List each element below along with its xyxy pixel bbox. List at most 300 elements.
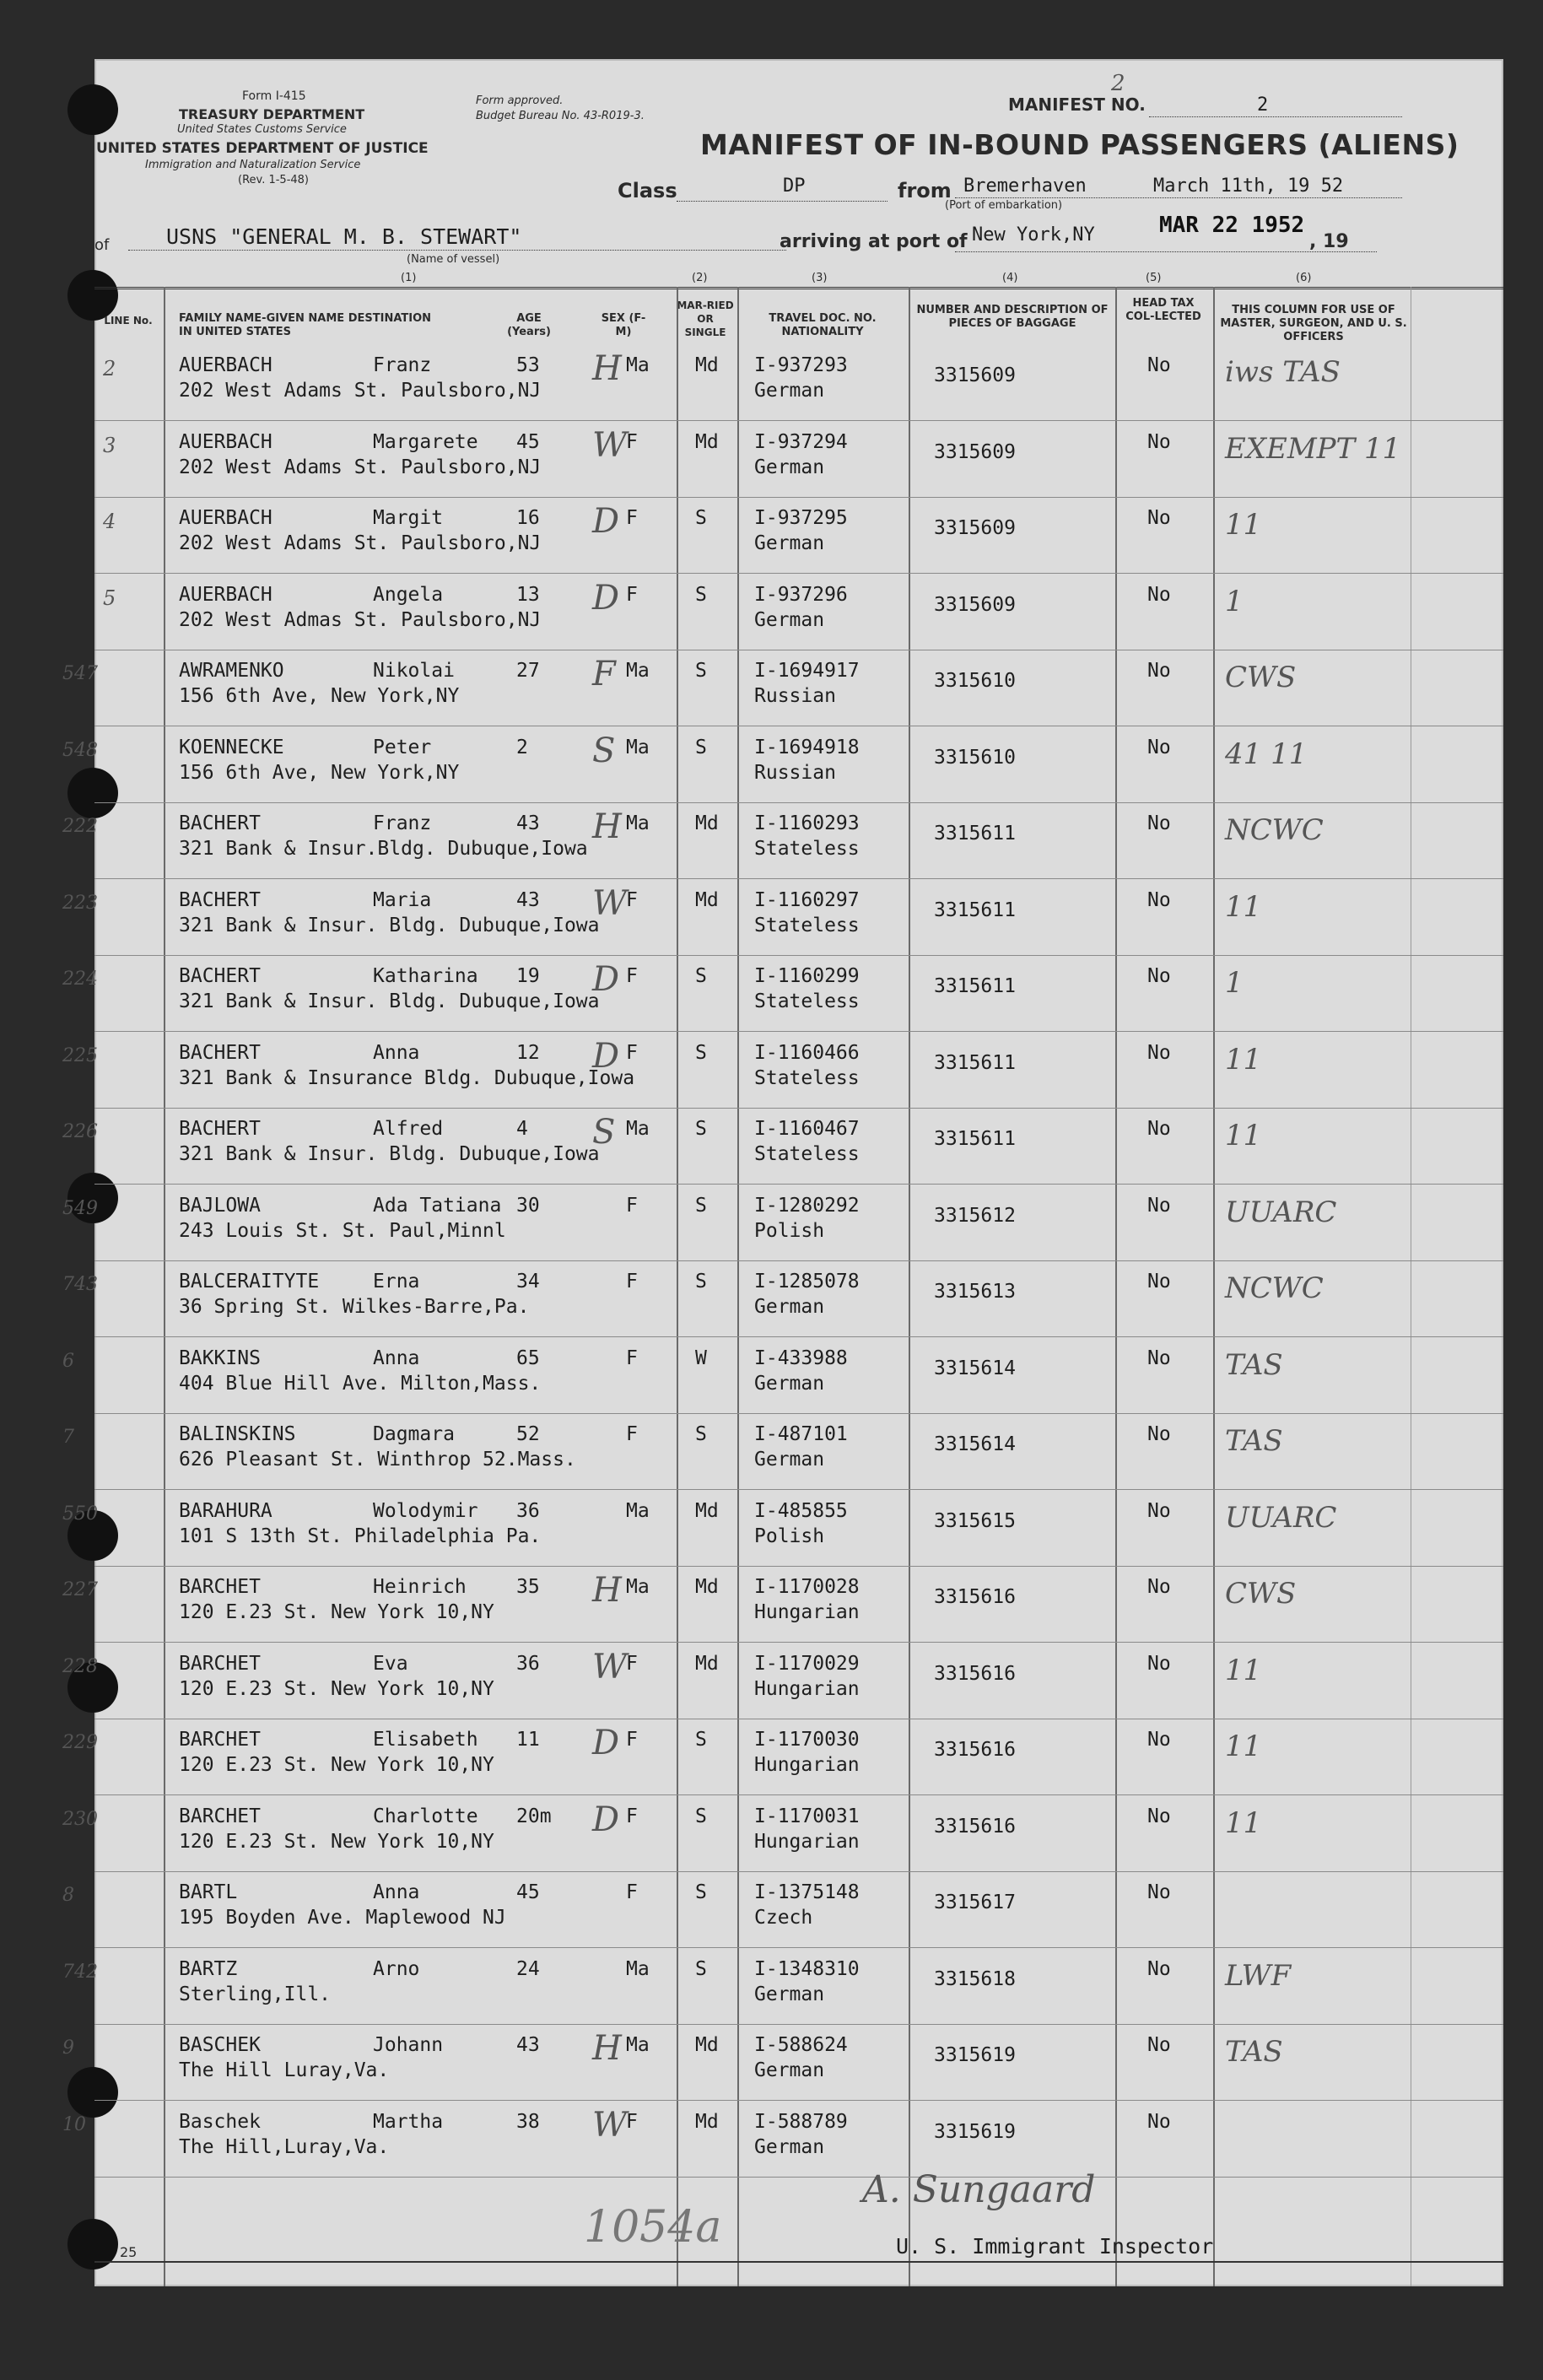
nationality: German: [754, 608, 825, 631]
table-row: [62, 2101, 1503, 2178]
travel-doc: I-1170029: [754, 1652, 860, 1675]
table-row: [62, 1566, 1503, 1643]
baggage-number: 3315616: [934, 1815, 1016, 1838]
baggage-number: 3315614: [934, 1433, 1016, 1455]
marital-status: S: [695, 1729, 707, 1751]
age: 43: [516, 2034, 540, 2056]
col-num-6: (6): [1296, 272, 1312, 284]
travel-doc: I-1170030: [754, 1729, 860, 1751]
travel-doc: I-937296: [754, 583, 848, 606]
handwritten-sex: W: [592, 883, 628, 923]
nationality: German: [754, 380, 825, 402]
document-title: MANIFEST OF IN-BOUND PASSENGERS (ALIENS): [700, 128, 1459, 161]
travel-doc: I-588624: [754, 2034, 848, 2056]
destination: 243 Louis St. St. Paul,Minnl: [179, 1219, 506, 1242]
marital-status: Md: [695, 2110, 719, 2133]
baggage-number: 3315611: [934, 1051, 1016, 1074]
destination: 202 West Adams St. Paulsboro,NJ: [179, 380, 542, 402]
given-name: Nikolai: [373, 660, 455, 682]
table-row: [94, 421, 1503, 498]
destination: 321 Bank & Insur. Bldg. Dubuque,Iowa: [179, 990, 600, 1012]
head-tax: No: [1147, 736, 1171, 758]
baggage-number: 3315611: [934, 975, 1016, 997]
hdr-officers: THIS COLUMN FOR USE OF MASTER, SURGEON, AND U. S. OFFICERS: [1220, 304, 1407, 343]
punch-hole: [67, 270, 118, 321]
family-name: AUERBACH: [179, 507, 272, 529]
family-name: BARTL: [179, 1881, 238, 1903]
given-name: Alfred: [373, 1118, 444, 1140]
destination: 321 Bank & Insurance Bldg. Dubuque,Iowa: [179, 1066, 635, 1089]
officer-note: EXEMPT 11: [1225, 431, 1401, 466]
table-row: [94, 497, 1503, 574]
travel-doc: I-1160293: [754, 812, 860, 834]
marital-status: Md: [695, 812, 719, 834]
nationality: German: [754, 1296, 825, 1318]
table-row: [62, 1185, 1503, 1261]
age: 36: [516, 1652, 540, 1675]
family-name: BARCHET: [179, 1576, 261, 1598]
line-number: 4: [103, 510, 116, 533]
nationality: Czech: [754, 1907, 813, 1929]
sex: F: [626, 1347, 638, 1369]
age: 16: [516, 507, 540, 529]
baggage-number: 3315609: [934, 364, 1016, 386]
given-name: Erna: [373, 1271, 420, 1293]
sex: F: [626, 1194, 638, 1217]
marital-status: W: [695, 1347, 707, 1369]
justice-dept: UNITED STATES DEPARTMENT OF JUSTICE: [96, 140, 429, 157]
destination: 120 E.23 St. New York 10,NY: [179, 1601, 494, 1623]
nationality: German: [754, 2135, 825, 2158]
family-name: BACHERT: [179, 888, 261, 911]
baggage-number: 3315619: [934, 2044, 1016, 2066]
handwritten-sex: D: [592, 1036, 620, 1076]
table-row: [62, 1795, 1503, 1872]
officer-note: 11: [1225, 508, 1262, 542]
travel-doc: I-1170031: [754, 1805, 860, 1827]
sex: F: [626, 1271, 638, 1293]
margin-number: 10: [62, 2113, 86, 2135]
nationality: Polish: [754, 1525, 825, 1547]
table-row: [62, 1337, 1503, 1414]
officer-note: 11: [1225, 1805, 1262, 1840]
baggage-number: 3315618: [934, 1967, 1016, 1990]
travel-doc: I-1160466: [754, 1041, 860, 1064]
nationality: German: [754, 2059, 825, 2081]
marital-status: S: [695, 660, 707, 682]
age: 12: [516, 1041, 540, 1064]
ins-service: Immigration and Naturalization Service: [145, 159, 361, 171]
given-name: Charlotte: [373, 1805, 478, 1827]
handwritten-sex: D: [592, 1724, 620, 1762]
from-value: Bremerhaven: [963, 175, 1087, 197]
arriving-label: arriving at port of: [780, 231, 968, 252]
handwritten-sex: D: [592, 502, 620, 541]
header-top-rule: [94, 287, 1503, 289]
sex: F: [626, 1652, 638, 1675]
form-number: Form I-415: [242, 89, 306, 103]
travel-doc: I-1160467: [754, 1118, 860, 1140]
head-tax: No: [1147, 1729, 1171, 1751]
handwritten-sex: H: [592, 1571, 622, 1610]
officer-note: 11: [1225, 1653, 1262, 1687]
inspector-title: U. S. Immigrant Inspector: [896, 2234, 1214, 2259]
travel-doc: I-1285078: [754, 1271, 860, 1293]
margin-number: 9: [62, 2037, 74, 2059]
col-num-3: (3): [812, 272, 828, 284]
given-name: Maria: [373, 888, 432, 911]
margin-number: 743: [62, 1274, 98, 1295]
class-value: DP: [783, 175, 806, 197]
port-embark-label: (Port of embarkation): [945, 199, 1063, 212]
col-num-4: (4): [1002, 272, 1018, 284]
sex: F: [626, 1729, 638, 1751]
destination: 120 E.23 St. New York 10,NY: [179, 1830, 494, 1853]
given-name: Arno: [373, 1957, 420, 1980]
head-tax: No: [1147, 2034, 1171, 2056]
family-name: BALCERAITYTE: [179, 1271, 320, 1293]
margin-number: 548: [62, 739, 98, 761]
marital-status: Md: [695, 1499, 719, 1522]
officer-note: TAS: [1225, 1347, 1283, 1382]
age: 43: [516, 812, 540, 834]
travel-doc: I-1694918: [754, 736, 860, 758]
table-row: [62, 2024, 1503, 2101]
head-tax: No: [1147, 507, 1171, 529]
vessel-line: [128, 250, 786, 251]
marital-status: S: [695, 736, 707, 758]
head-tax: No: [1147, 430, 1171, 453]
age: 35: [516, 1576, 540, 1598]
destination: 36 Spring St. Wilkes-Barre,Pa.: [179, 1296, 530, 1318]
age: 43: [516, 888, 540, 911]
handwritten-sex: W: [592, 1647, 628, 1687]
age: 11: [516, 1729, 540, 1751]
table-row: [62, 1871, 1503, 1948]
form-approved: Form approved.: [476, 94, 564, 107]
family-name: BACHERT: [179, 1118, 261, 1140]
page-number: 2: [1111, 71, 1125, 96]
destination: 321 Bank & Insur.Bldg. Dubuque,Iowa: [179, 838, 588, 860]
marital-status: Md: [695, 1576, 719, 1598]
destination: 120 E.23 St. New York 10,NY: [179, 1677, 494, 1700]
customs-service: United States Customs Service: [177, 123, 347, 136]
family-name: BAKKINS: [179, 1347, 261, 1369]
marital-status: S: [695, 583, 707, 606]
officer-note: NCWC: [1225, 813, 1324, 847]
family-name: BARCHET: [179, 1652, 261, 1675]
handwritten-sex: H: [592, 807, 622, 846]
nationality: Hungarian: [754, 1830, 860, 1853]
handwritten-sex: W: [592, 425, 628, 465]
destination: 156 6th Ave, New York,NY: [179, 685, 460, 707]
officer-note: UUARC: [1225, 1195, 1337, 1229]
marital-status: S: [695, 965, 707, 987]
arriving-port: New York,NY: [972, 224, 1095, 246]
baggage-number: 3315616: [934, 1662, 1016, 1685]
nationality: Hungarian: [754, 1601, 860, 1623]
destination: 202 West Admas St. Paulsboro,NJ: [179, 608, 542, 631]
given-name: Franz: [373, 812, 432, 834]
baggage-number: 3315614: [934, 1357, 1016, 1379]
hdr-sex: SEX (F-M): [601, 312, 646, 338]
baggage-number: 3315610: [934, 670, 1016, 692]
date-value: March 11th, 19 52: [1153, 175, 1344, 197]
officer-note: TAS: [1225, 1424, 1283, 1458]
table-row: [62, 1719, 1503, 1795]
officer-note: TAS: [1225, 2035, 1283, 2069]
marital-status: Md: [695, 888, 719, 911]
travel-doc: I-1170028: [754, 1576, 860, 1598]
baggage-number: 3315609: [934, 440, 1016, 463]
officer-note: 41 11: [1225, 737, 1308, 771]
family-name: BACHERT: [179, 1041, 261, 1064]
head-tax: No: [1147, 1118, 1171, 1140]
hdr-married: MAR-RIED OR SINGLE: [677, 300, 734, 338]
treasury-dept: TREASURY DEPARTMENT: [179, 106, 365, 122]
given-name: Anna: [373, 1041, 420, 1064]
head-tax: No: [1147, 888, 1171, 911]
given-name: Margarete: [373, 430, 478, 453]
baggage-number: 3315609: [934, 517, 1016, 539]
hdr-name: FAMILY NAME-GIVEN NAME DESTINATION IN UNITED STATES: [179, 312, 432, 338]
marital-status: Md: [695, 1652, 719, 1675]
head-tax: No: [1147, 1576, 1171, 1598]
officer-note: iws TAS: [1225, 355, 1341, 389]
family-name: AUERBACH: [179, 583, 272, 606]
family-name: Baschek: [179, 2110, 261, 2133]
marital-status: S: [695, 1271, 707, 1293]
sex: F: [626, 430, 638, 453]
family-name: AUERBACH: [179, 430, 272, 453]
margin-number: 7: [62, 1427, 74, 1448]
hdr-travel: TRAVEL DOC. NO. NATIONALITY: [769, 312, 877, 338]
table-row: [62, 1490, 1503, 1567]
date-line: [955, 197, 1402, 198]
marital-status: Md: [695, 354, 719, 376]
travel-doc: I-1160299: [754, 965, 860, 987]
destination: The Hill,Luray,Va.: [179, 2135, 390, 2158]
destination: 321 Bank & Insur. Bldg. Dubuque,Iowa: [179, 1143, 600, 1165]
sex: Ma: [626, 1957, 650, 1980]
sex: F: [626, 1041, 638, 1064]
class-line: [677, 201, 887, 202]
baggage-number: 3315616: [934, 1739, 1016, 1761]
baggage-number: 3315609: [934, 593, 1016, 616]
officer-note: LWF: [1225, 1958, 1292, 1993]
hdr-line: LINE No.: [104, 315, 153, 327]
handwritten-sex: W: [592, 2105, 628, 2145]
officer-note: 1: [1225, 584, 1244, 618]
travel-doc: I-487101: [754, 1423, 848, 1445]
age: 19: [516, 965, 540, 987]
family-name: BARAHURA: [179, 1499, 272, 1522]
margin-number: 742: [62, 1961, 98, 1983]
family-name: KOENNECKE: [179, 736, 284, 758]
handwritten-sex: S: [592, 731, 616, 770]
marital-status: Md: [695, 2034, 719, 2056]
travel-doc: I-1348310: [754, 1957, 860, 1980]
nationality: Hungarian: [754, 1677, 860, 1700]
head-tax: No: [1147, 1194, 1171, 1217]
marital-status: S: [695, 1118, 707, 1140]
baggage-number: 3315617: [934, 1892, 1016, 1913]
travel-doc: I-937295: [754, 507, 848, 529]
baggage-number: 3315616: [934, 1586, 1016, 1608]
destination: Sterling,Ill.: [179, 1983, 332, 2005]
given-name: Eva: [373, 1652, 408, 1675]
age: 20m: [516, 1805, 552, 1827]
family-name: BASCHEK: [179, 2034, 261, 2056]
destination: The Hill Luray,Va.: [179, 2059, 390, 2081]
age: 45: [516, 430, 540, 453]
destination: 101 S 13th St. Philadelphia Pa.: [179, 1525, 542, 1547]
head-tax: No: [1147, 1957, 1171, 1980]
family-name: BARCHET: [179, 1805, 261, 1827]
table-row: [94, 574, 1503, 650]
given-name: Anna: [373, 1347, 420, 1369]
travel-doc: I-1280292: [754, 1194, 860, 1217]
age: 65: [516, 1347, 540, 1369]
marital-status: Md: [695, 430, 719, 453]
family-name: AWRAMENKO: [179, 660, 284, 682]
age: 2: [516, 736, 528, 758]
sex: Ma: [626, 1576, 650, 1598]
margin-number: 550: [62, 1503, 98, 1525]
margin-number: 549: [62, 1197, 98, 1219]
given-name: Ada Tatiana: [373, 1194, 502, 1217]
vessel-name: USNS "GENERAL M. B. STEWART": [166, 224, 522, 249]
head-tax: No: [1147, 1499, 1171, 1522]
nationality: German: [754, 1449, 825, 1471]
handwritten-sex: H: [592, 349, 622, 388]
nationality: Stateless: [754, 990, 860, 1012]
sex: F: [626, 2110, 638, 2133]
family-name: BACHERT: [179, 965, 261, 987]
baggage-number: 3315612: [934, 1204, 1016, 1227]
nationality: Polish: [754, 1219, 825, 1242]
marital-status: S: [695, 1041, 707, 1064]
family-name: AUERBACH: [179, 354, 272, 376]
travel-doc: I-937294: [754, 430, 848, 453]
head-tax: No: [1147, 965, 1171, 987]
vessel-prefix: of: [94, 236, 110, 254]
travel-doc: I-485855: [754, 1499, 848, 1522]
margin-number: 222: [62, 816, 98, 837]
sex: F: [626, 1805, 638, 1827]
budget-bureau: Budget Bureau No. 43-R019-3.: [476, 110, 645, 122]
age: 27: [516, 660, 540, 682]
line-number: 3: [103, 433, 116, 457]
margin-number: 547: [62, 663, 98, 684]
destination: 202 West Adams St. Paulsboro,NJ: [179, 456, 542, 478]
line-number: 2: [103, 357, 116, 380]
sex: F: [626, 583, 638, 606]
given-name: Heinrich: [373, 1576, 467, 1598]
marital-status: S: [695, 507, 707, 529]
baggage-number: 3315611: [934, 899, 1016, 921]
baggage-number: 3315611: [934, 823, 1016, 845]
nationality: Hungarian: [754, 1754, 860, 1776]
officer-note: 11: [1225, 1119, 1262, 1152]
manifest-no-label: MANIFEST NO.: [1008, 94, 1146, 115]
head-tax: No: [1147, 1347, 1171, 1369]
head-tax: No: [1147, 1881, 1171, 1903]
margin-number: 230: [62, 1808, 98, 1830]
margin-number: 229: [62, 1732, 98, 1753]
given-name: Peter: [373, 736, 432, 758]
sex: F: [626, 1423, 638, 1445]
sex: Ma: [626, 1499, 650, 1522]
marital-status: S: [695, 1957, 707, 1980]
travel-doc: I-1160297: [754, 888, 860, 911]
col-num-5: (5): [1146, 272, 1162, 284]
revision: (Rev. 1-5-48): [238, 174, 310, 186]
head-tax: No: [1147, 1271, 1171, 1293]
head-tax: No: [1147, 583, 1171, 606]
head-tax: No: [1147, 812, 1171, 834]
manifest-no-value: 2: [1257, 94, 1269, 116]
table-row: [62, 1108, 1503, 1185]
sex: Ma: [626, 660, 650, 682]
table-row: [94, 344, 1503, 421]
destination: 202 West Adams St. Paulsboro,NJ: [179, 532, 542, 554]
handwritten-sex: H: [592, 2029, 622, 2068]
officer-note: 11: [1225, 1730, 1262, 1763]
vessel-label: (Name of vessel): [407, 253, 500, 266]
head-tax: No: [1147, 354, 1171, 376]
age: 13: [516, 583, 540, 606]
officer-note: 11: [1225, 1042, 1262, 1077]
handwritten-sex: D: [592, 578, 620, 618]
table-row: [62, 650, 1503, 726]
line-25: 25: [120, 2244, 138, 2260]
given-name: Franz: [373, 354, 432, 376]
inspector-signature: A. Sungaard: [862, 2168, 1096, 2211]
hdr-headtax: HEAD TAX COL-LECTED: [1125, 297, 1201, 323]
sex: Ma: [626, 354, 650, 376]
age: 36: [516, 1499, 540, 1522]
handwritten-number: 1054a: [584, 2202, 722, 2253]
travel-doc: I-1375148: [754, 1881, 860, 1903]
given-name: Margit: [373, 507, 444, 529]
head-tax: No: [1147, 660, 1171, 682]
table-row: [62, 1413, 1503, 1490]
given-name: Johann: [373, 2034, 444, 2056]
table-row: [62, 726, 1503, 803]
officer-note: NCWC: [1225, 1271, 1324, 1305]
table-row: [62, 802, 1503, 879]
marital-status: S: [695, 1194, 707, 1217]
sex: Ma: [626, 736, 650, 758]
officer-note: 1: [1225, 966, 1244, 1000]
age: 52: [516, 1423, 540, 1445]
sex: F: [626, 888, 638, 911]
marital-status: S: [695, 1881, 707, 1903]
family-name: BALINSKINS: [179, 1423, 296, 1445]
head-tax: No: [1147, 1423, 1171, 1445]
margin-number: 227: [62, 1579, 98, 1600]
punch-hole: [67, 84, 118, 135]
bottom-rule: [94, 2261, 1503, 2263]
hdr-age: AGE (Years): [507, 312, 551, 338]
from-label: from: [898, 179, 952, 202]
destination: 156 6th Ave, New York,NY: [179, 761, 460, 784]
given-name: Angela: [373, 583, 444, 606]
table-row: [62, 1643, 1503, 1719]
destination: 321 Bank & Insur. Bldg. Dubuque,Iowa: [179, 914, 600, 936]
officer-note: 11: [1225, 889, 1262, 924]
